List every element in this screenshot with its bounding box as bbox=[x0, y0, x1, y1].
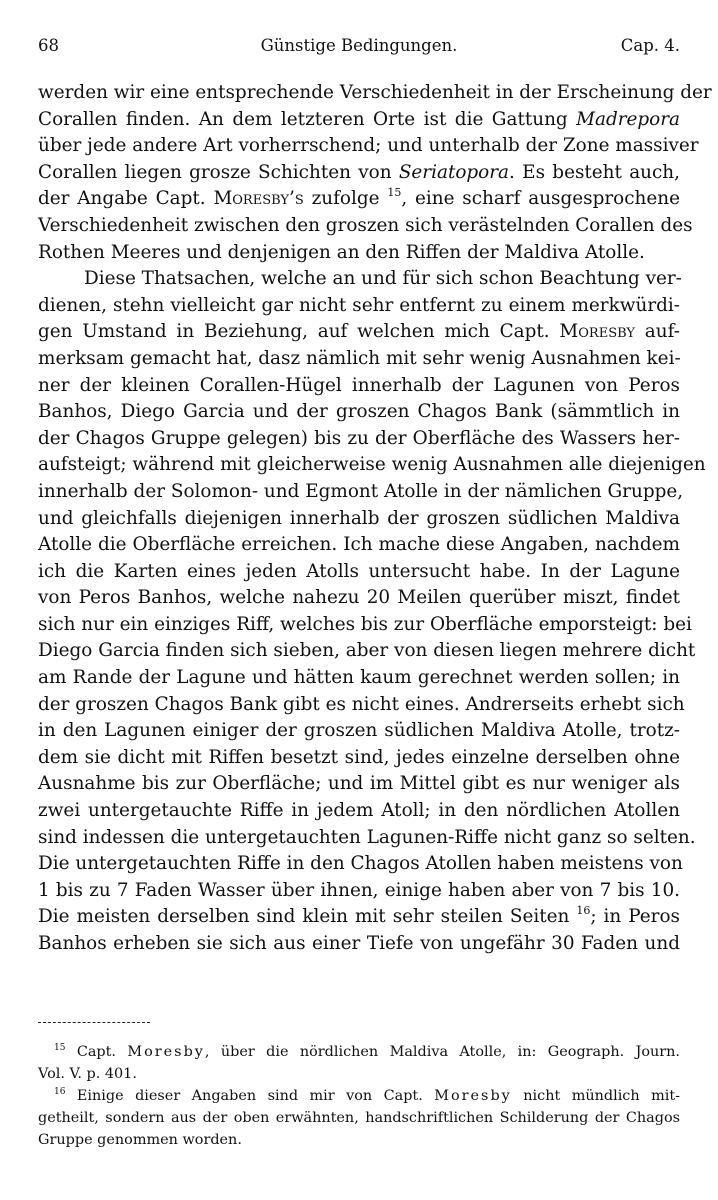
text-line: Corallen finden. An dem letzteren Orte ist die Gattung Madrepora bbox=[38, 108, 680, 130]
text-line: Banhos, Diego Garcia und der groszen Chagos Bank (sämmtlich in bbox=[38, 401, 680, 423]
text-line: Banhos erheben sie sich aus einer Tiefe von ungefähr 30 Faden und bbox=[38, 933, 680, 954]
page-number: 68 bbox=[38, 36, 59, 55]
text-line: am Rande der Lagune und hätten kaum gerechnet werden sollen; in bbox=[38, 667, 680, 689]
footnote-line: $^{15}$ Capt. Moresby, über die nördlichen Maldiva Atolle, in: Geograph. Journ. bbox=[54, 1043, 680, 1060]
text-line: Die untergetauchten Riffe in den Chagos Atollen haben meistens von bbox=[38, 853, 683, 875]
footnote-line: getheilt, sondern aus der oben erwähnten, handschriftlichen Schilderung der Chagos bbox=[38, 1110, 680, 1126]
text-line: gen Umstand in Beziehung, auf welchen mich Capt. Moresby auf- bbox=[38, 321, 680, 343]
text-line: von Peros Banhos, welche nahezu 20 Meilen querüber miszt, findet bbox=[38, 587, 680, 609]
body-text bbox=[38, 80, 712, 958]
text-line: der Angabe Capt. Moresby’s zufolge $^{15}$, eine scharf ausgesprochene bbox=[38, 186, 680, 210]
text-line: sich nur ein einziges Riff, welches bis zur Oberfläche emporsteigt: bei bbox=[38, 613, 692, 635]
text-line: ner der kleinen Corallen-Hügel innerhalb der Lagunen von Peros bbox=[38, 374, 680, 396]
running-header bbox=[38, 36, 680, 62]
footnote-separator bbox=[38, 1022, 150, 1023]
text-line: Verschiedenheit zwischen den groszen sich verästelnden Corallen des bbox=[38, 214, 693, 236]
text-line: Diego Garcia finden sich sieben, aber von diesen liegen mehrere dicht bbox=[38, 640, 696, 662]
text-line: sind indessen die untergetauchten Lagunen-Riffe nicht ganz so selten. bbox=[38, 826, 696, 848]
text-line: werden wir eine entsprechende Verschiedenheit in der Erscheinung der bbox=[38, 82, 712, 103]
text-line: ich die Karten eines jeden Atolls untersucht habe. In der Lagune bbox=[38, 560, 680, 582]
running-title: Günstige Bedingungen. bbox=[260, 36, 458, 55]
footnote-line: $^{16}$ Einige dieser Angaben sind mir von Capt. Moresby nicht mündlich mit- bbox=[54, 1087, 680, 1104]
text-line: und gleichfalls diejenigen innerhalb der groszen südlichen Maldiva bbox=[38, 507, 680, 529]
text-line: aufsteigt; während mit gleicherweise wenig Ausnahmen alle diejenigen bbox=[38, 454, 706, 476]
text-line: zwei untergetauchte Riffe in jedem Atoll; in den nördlichen Atollen bbox=[38, 800, 680, 822]
text-line: Ausnahme bis zur Oberfläche; und im Mittel gibt es nur weniger als bbox=[38, 773, 680, 795]
text-line: Corallen liegen grosze Schichten von Seriatopora. Es besteht auch, bbox=[38, 161, 680, 183]
text-line: dem sie dicht mit Riffen besetzt sind, jedes einzelne derselben ohne bbox=[38, 746, 680, 768]
chapter-label: Cap. 4. bbox=[620, 36, 680, 55]
text-line: dienen, stehn vielleicht gar nicht sehr entfernt zu einem merkwürdi- bbox=[38, 294, 680, 316]
footnote-line: Vol. V. p. 401. bbox=[38, 1066, 137, 1082]
text-line: 1 bis zu 7 Faden Wasser über ihnen, einige haben aber von 7 bis 10. bbox=[38, 879, 680, 901]
text-line: über jede andere Art vorherrschend; und unterhalb der Zone massiver bbox=[38, 135, 699, 157]
footnotes bbox=[38, 1041, 680, 1151]
text-line: Diese Thatsachen, welche an und für sich schon Beachtung ver- bbox=[84, 268, 682, 290]
text-line: Rothen Meeres und denjenigen an den Riffen der Maldiva Atolle. bbox=[38, 241, 645, 263]
text-line: der groszen Chagos Bank gibt es nicht eines. Andrerseits erhebt sich bbox=[38, 693, 685, 715]
text-line: innerhalb der Solomon- und Egmont Atolle in der nämlichen Gruppe, bbox=[38, 480, 684, 502]
text-line: in den Lagunen einiger der groszen südlichen Maldiva Atolle, trotz- bbox=[38, 720, 680, 742]
text-line: Die meisten derselben sind klein mit sehr steilen Seiten $^{16}$; in Peros bbox=[38, 904, 680, 928]
text-line: der Chagos Gruppe gelegen) bis zu der Oberfläche des Wassers her- bbox=[38, 427, 680, 449]
text-line: Atolle die Oberfläche erreichen. Ich mache diese Angaben, nachdem bbox=[38, 534, 680, 556]
text-line: merksam gemacht hat, dasz nämlich mit sehr wenig Ausnahmen kei- bbox=[38, 347, 681, 369]
footnote-line: Gruppe genommen worden. bbox=[38, 1132, 242, 1148]
